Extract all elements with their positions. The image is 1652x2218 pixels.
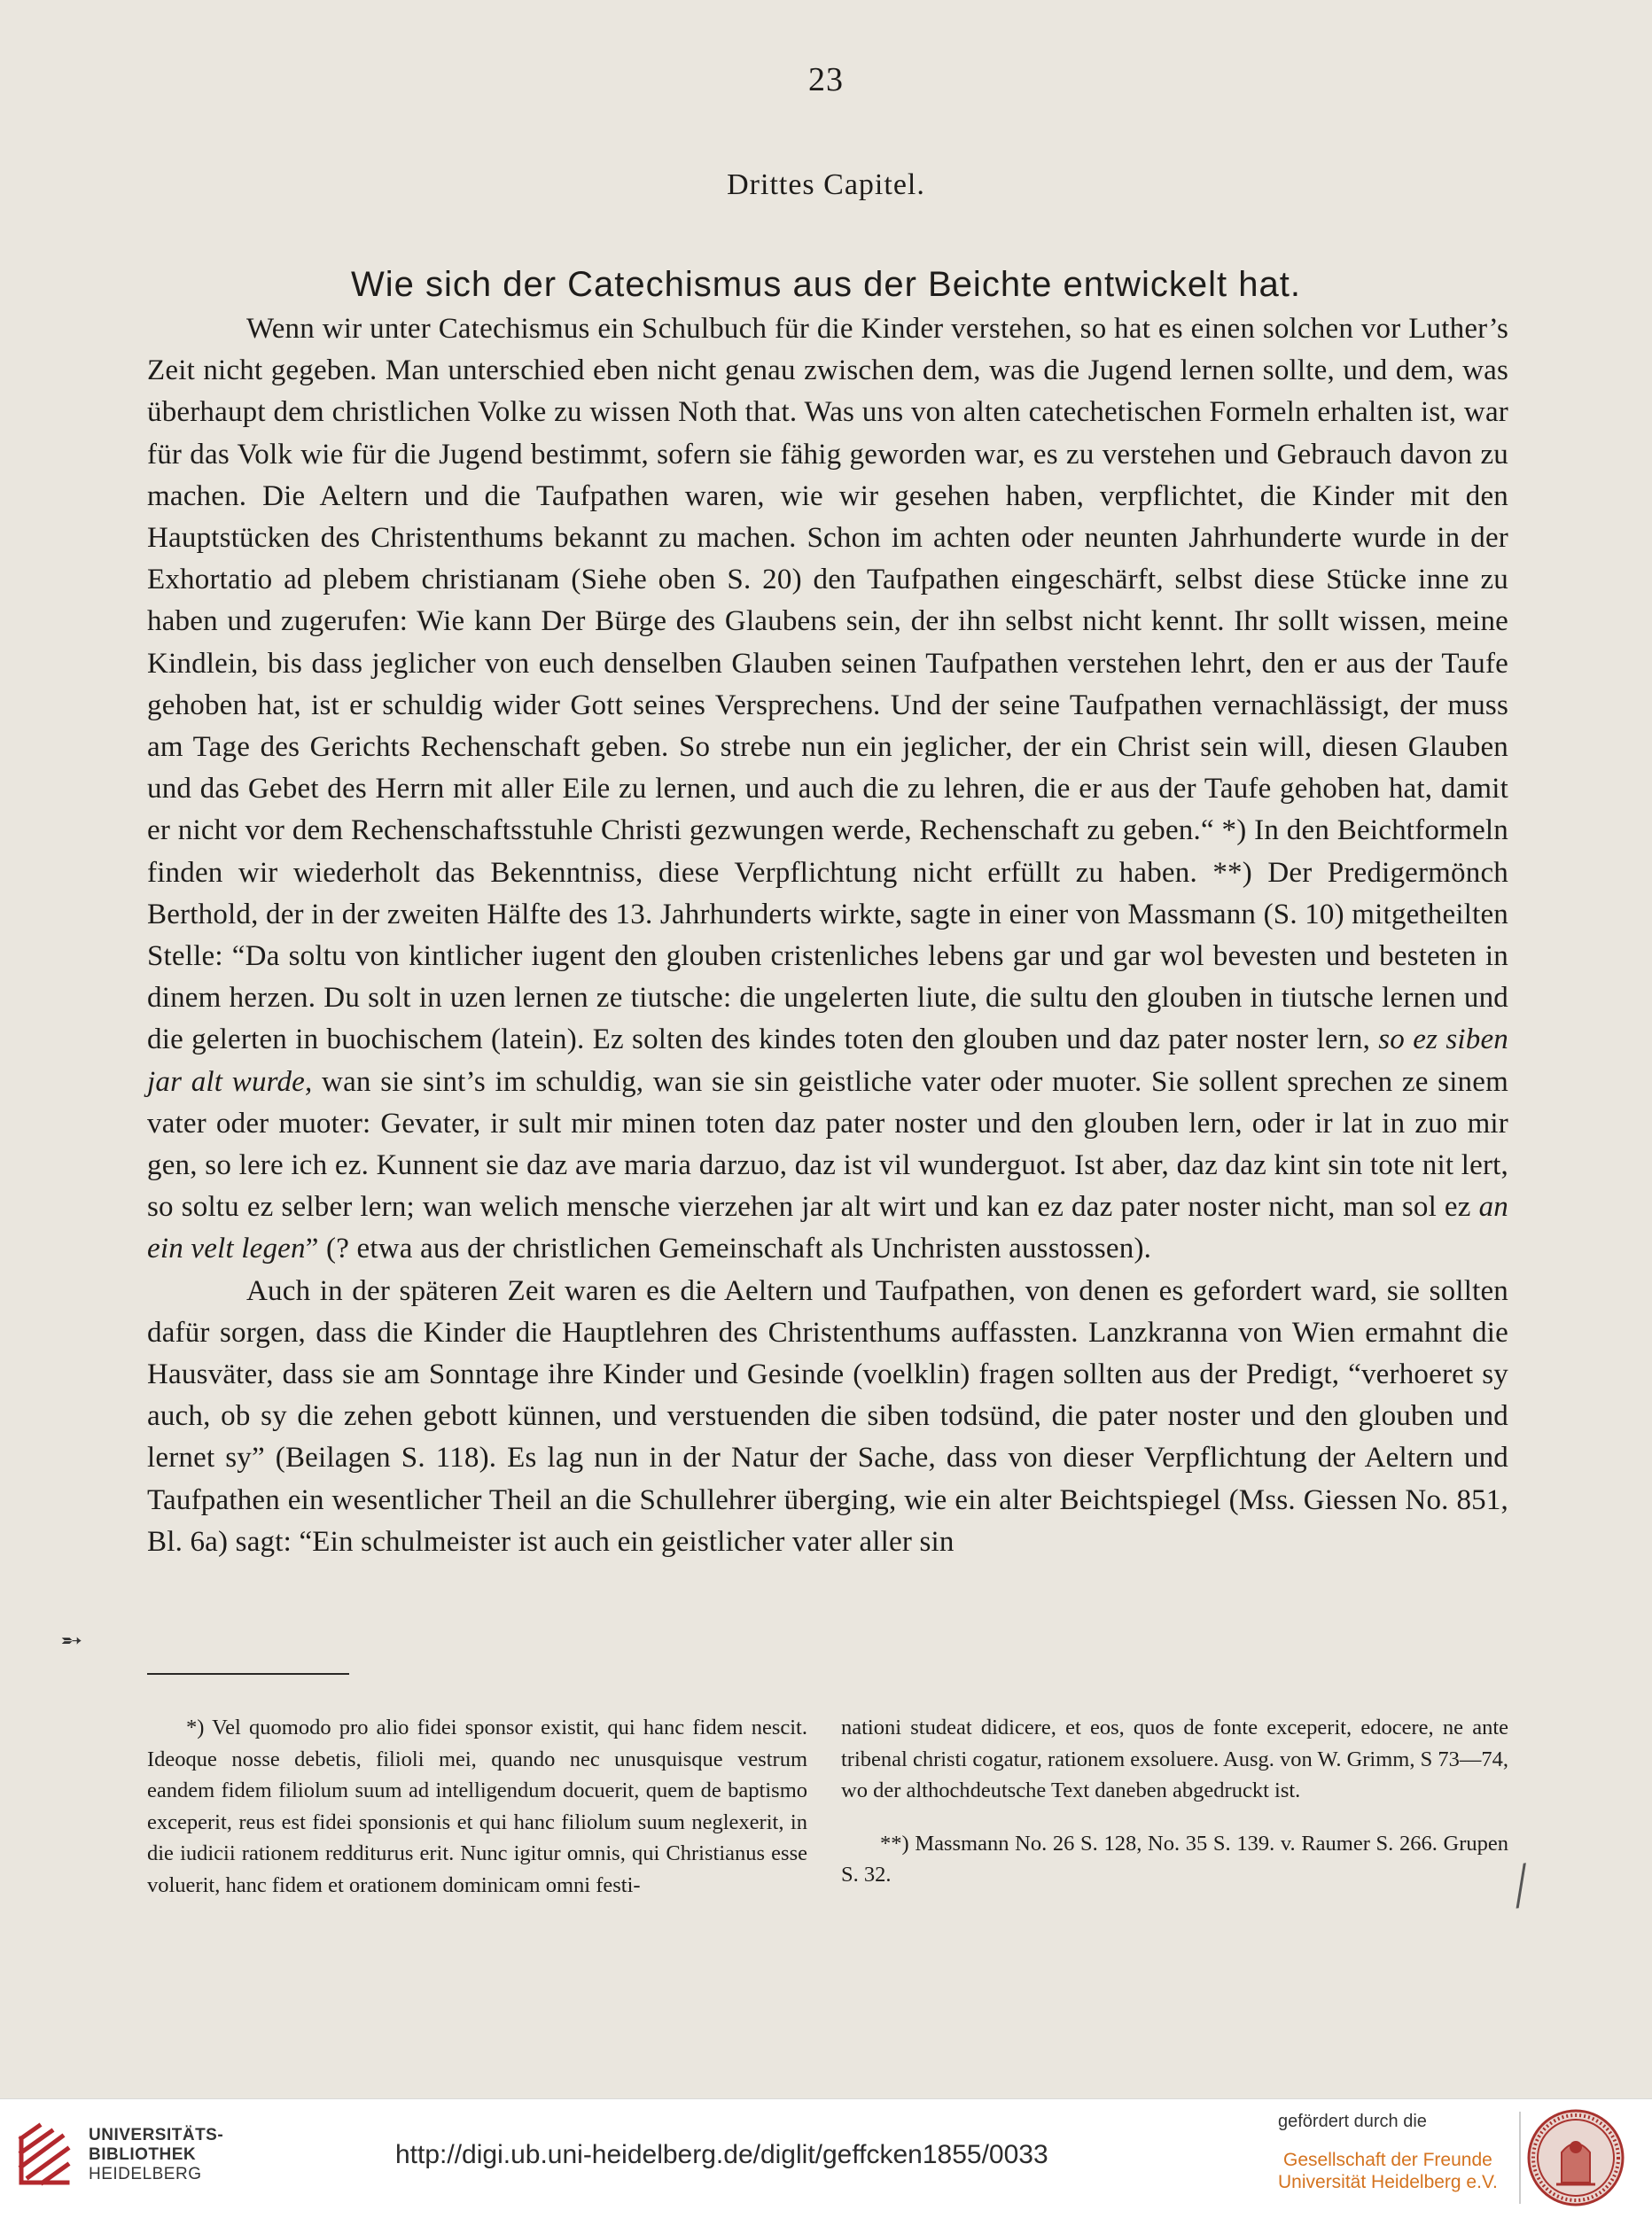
italic-phrase: an ein velt legen [147,1191,1508,1265]
footnote-1-continued: nationi studeat didicere, et eos, quos de fonte exceperit, edocere, ne ante tribenal christi cogatur, rationem exsoluere. Ausg. von W. Grimm, S 73—74, wo der althochdeutsche Text daneben abgedruckt ist. [841,1716,1508,1803]
footnotes-right-column [841,1712,1508,1891]
margin-arrow-icon: ➵ [60,1625,83,1656]
footnotes-left-column [147,1712,807,1902]
pencil-correction-mark: / [1508,1852,1534,1918]
footnote-2: **) Massmann No. 26 S. 128, No. 35 S. 139. v. Raumer S. 266. Grupen S. 32. [841,1831,1508,1887]
chapter-label: Drittes Capitel. [727,168,925,201]
viewer-footer [0,2098,1652,2218]
page-number: 23 [808,61,844,98]
library-name[interactable]: UNIVERSITÄTS- BIBLIOTHEK HEIDELBERG [89,2126,224,2183]
funded-by-label: gefördert durch die [1278,2112,1427,2131]
paragraph-1: Wenn wir unter Catechismus ein Schulbuch für die Kinder verstehen, so hat es einen solchen vor Luther’s Zeit nicht gegeben. Man unterschied eben nicht genau zwischen dem, was die Jugend lernen sollte, und dem, was überhaupt dem christlichen Volke zu wissen Noth that. Was uns von alten catechetischen Formeln erhalten ist, war für das Volk wie für die Jugend bestimmt, sofern sie fähig geworden war, es zu verstehen und Gebrauch davon zu machen. Die Aeltern und die Taufpathen waren, wie wir gesehen haben, verpflichtet, die Kinder mit den Hauptstücken des Christenthums bekannt zu machen. Schon im achten oder neunten Jahrhunderte wurde in der Exhortatio ad plebem christianam (Siehe oben S. 20) den Taufpathen eingeschärft, selbst diese Stücke inne zu haben und zugerufen: Wie kann Der Bürge des Glaubens sein, der ihn selbst nicht kennt. Ihr sollt wissen, meine Kindlein, bis dass jeglicher von euch denselben Glauben seinen Taufpathen verstehen lehrt, den er aus der Taufe gehoben hat, ist er schuldig wider Gott seines Versprechens. Und der seine Taufpathen vernachlässigt, der muss am Tage des Gerichts Rechenschaft geben. So strebe nun ein jeglicher, der ein Christ sein will, diesen Glauben und das Gebet des Herrn mit aller Eile zu lernen, und auch die zu lehren, die er aus der Taufe gehoben hat, damit er nicht vor dem Rechenschaftsstuhle Christi gezwungen werde, Rechenschaft zu geben.“ *) In den Beichtformeln finden wir wiederholt das Bekenntniss, diese Verpflichtung nicht erfüllt zu haben. **) Der Predigermönch Berthold, der in der zweiten Hälfte des 13. Jahrhunderts wirkte, sagte in einer von Massmann (S. 10) mitgetheilten Stelle: “Da soltu von kintlicher iugent den glouben cristenliches lebens gar und gar wol bevesten und besteten in dinem herzen. Du solt in uzen lernen ze tiutsche: die ungelerten liute, die sultu den glouben in tiutsche lernen und die gelerten in buochischem (latein). Ez solten des kindes toten den glouben und daz pater noster lern, so ez siben jar alt wurde, wan sie sint’s im schuldig, wan sie sin geistliche vater oder muoter. Sie sollent sprechen ze sinem vater oder muoter: Gevater, ir sult mir minen toten daz pater noster und den glouben lern, oder ir lat in zuo mir gen, so lere ich ez. Kunnent sie daz ave maria darzuo, daz ist vil wunderguot. Ist aber, daz daz kint sin tote nit lert, so soltu ez selber lern; wan welich mensche vierzehen jar alt wirt und kan ez daz pater noster nicht, man sol ez an ein velt legen” (? etwa aus der christlichen Gemeinschaft als Unchristen ausstossen). [147,313,1508,1265]
body-text [147,308,1508,1563]
italic-phrase: so ez siben jar alt wurde, [147,1023,1508,1098]
university-library-logo-icon[interactable] [16,2121,73,2190]
footnote-divider [147,1673,349,1675]
footer-divider [1519,2112,1521,2204]
paragraph-2: Auch in der späteren Zeit waren es die Aeltern und Taufpathen, von denen es gefordert ward, sie sollten dafür sorgen, dass die Kinder die Hauptlehren des Christenthums auffassten. Lanzkranna von Wien ermahnt die Hausväter, dass sie am Sonntage ihre Kinder und Gesinde (voelklin) fragen sollten aus der Predigt, “verhoeret sy auch, ob sy die zehen gebott künnen, und verstuenden die siben todsünd, die pater noster und den glouben und lernet sy” (Beilagen S. 118). Es lag nun in der Natur der Sache, dass von dieser Verpflichtung der Aeltern und Taufpathen ein wesentlicher Theil an die Schullehrer überging, wie ein alter Beichtspiegel (Mss. Giessen No. 851, Bl. 6a) sagt: “Ein schulmeister ist auch ein geistlicher vater aller sin [147,1274,1508,1558]
chapter-title: Wie sich der Catechismus aus der Beichte entwickelt hat. [351,264,1301,304]
university-seal-icon[interactable] [1526,2108,1625,2207]
footnote-1: *) Vel quomodo pro alio fidei sponsor existit, qui hanc fidem nescit. Ideoque nosse debetis, filioli mei, quando nec unusquisque vestrum eandem fidem filiolum suum ad intelligendum docuerit, quem de baptismo exceperit, reus est fidei sponsionis et qui hanc filiolum suum neglexerit, in die iudicii rationem redditurus erit. Nunc igitur omnis, qui Christianus esse voluerit, hanc fidem et orationem dominicam omni festi- [147,1716,807,1897]
society-link[interactable]: Gesellschaft der Freunde Universität Heidelberg e.V. [1278,2150,1498,2192]
permalink-url[interactable]: http://digi.ub.uni-heidelberg.de/diglit/geffcken1855/0033 [395,2140,1048,2169]
